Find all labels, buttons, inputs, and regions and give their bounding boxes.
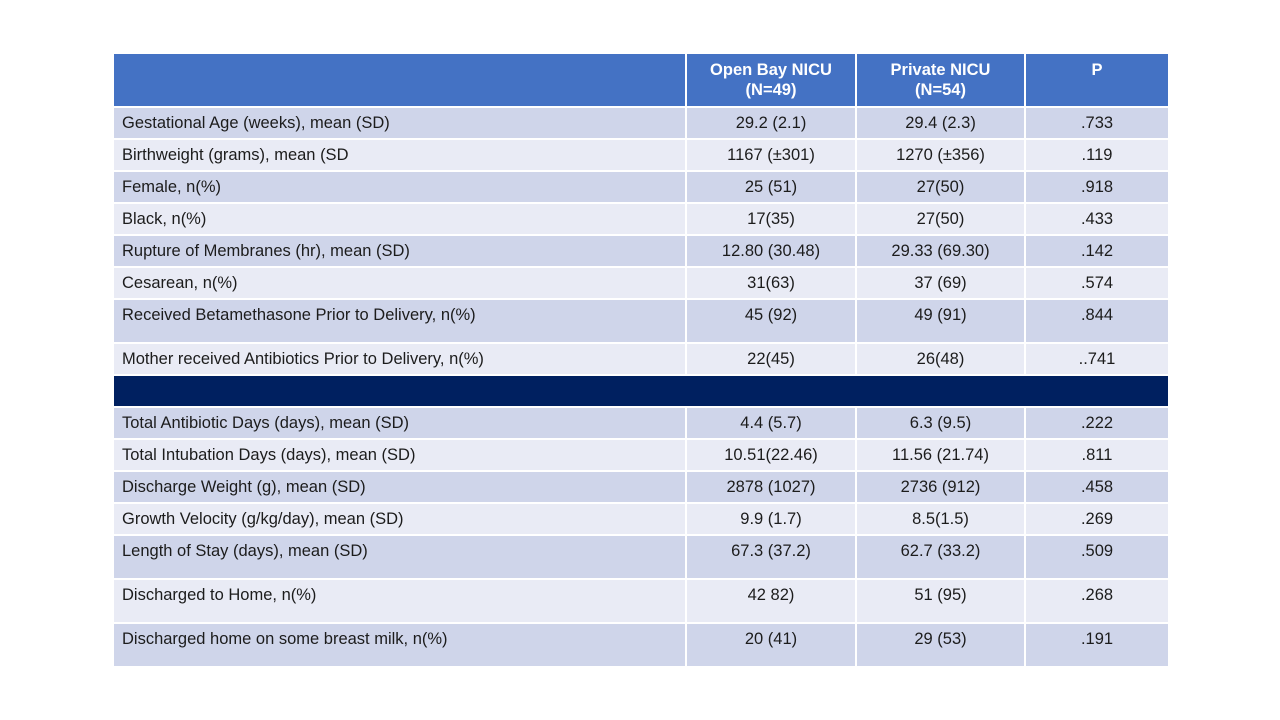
p-value: .811 — [1025, 439, 1169, 471]
header-private-n: (N=54) — [915, 81, 966, 99]
private-value: 29.4 (2.3) — [856, 107, 1025, 139]
table-row — [113, 171, 1169, 203]
open-bay-value: 45 (92) — [686, 299, 856, 343]
private-value: 11.56 (21.74) — [856, 439, 1025, 471]
table-row — [113, 623, 1169, 667]
p-value: .509 — [1025, 535, 1169, 579]
open-bay-value: 17(35) — [686, 203, 856, 235]
p-value: .119 — [1025, 139, 1169, 171]
p-value: .142 — [1025, 235, 1169, 267]
private-value: 26(48) — [856, 343, 1025, 375]
private-value: 37 (69) — [856, 267, 1025, 299]
table-row — [113, 439, 1169, 471]
table-row — [113, 235, 1169, 267]
open-bay-value: 9.9 (1.7) — [686, 503, 856, 535]
p-value: ..741 — [1025, 343, 1169, 375]
row-label: Female, n(%) — [113, 171, 686, 203]
p-value: .844 — [1025, 299, 1169, 343]
open-bay-value: 22(45) — [686, 343, 856, 375]
p-value: .458 — [1025, 471, 1169, 503]
table-row — [113, 407, 1169, 439]
row-label: Discharge Weight (g), mean (SD) — [113, 471, 686, 503]
p-value: .268 — [1025, 579, 1169, 623]
open-bay-value: 25 (51) — [686, 171, 856, 203]
table-row — [113, 503, 1169, 535]
header-private — [856, 53, 1025, 107]
table-row — [113, 299, 1169, 343]
header-private-title: Private NICU — [890, 61, 991, 79]
row-label: Birthweight (grams), mean (SD — [113, 139, 686, 171]
row-label: Total Antibiotic Days (days), mean (SD) — [113, 407, 686, 439]
p-value: .574 — [1025, 267, 1169, 299]
open-bay-value: 29.2 (2.1) — [686, 107, 856, 139]
row-label: Length of Stay (days), mean (SD) — [113, 535, 686, 579]
open-bay-value: 42 82) — [686, 579, 856, 623]
header-label-cell — [113, 53, 686, 107]
private-value: 1270 (±356) — [856, 139, 1025, 171]
row-label: Rupture of Membranes (hr), mean (SD) — [113, 235, 686, 267]
header-p-value: P — [1025, 53, 1169, 107]
row-label: Discharged home on some breast milk, n(%) — [113, 623, 686, 667]
open-bay-value: 10.51(22.46) — [686, 439, 856, 471]
table-row — [113, 471, 1169, 503]
private-value: 8.5(1.5) — [856, 503, 1025, 535]
private-value: 2736 (912) — [856, 471, 1025, 503]
header-open-bay-title: Open Bay NICU — [710, 61, 832, 79]
private-value: 6.3 (9.5) — [856, 407, 1025, 439]
table-header-row — [113, 53, 1169, 107]
table-row — [113, 107, 1169, 139]
table-row — [113, 535, 1169, 579]
p-value: .191 — [1025, 623, 1169, 667]
table-row — [113, 267, 1169, 299]
private-value: 49 (91) — [856, 299, 1025, 343]
row-label: Black, n(%) — [113, 203, 686, 235]
table-row — [113, 139, 1169, 171]
table-row — [113, 203, 1169, 235]
private-value: 27(50) — [856, 171, 1025, 203]
open-bay-value: 31(63) — [686, 267, 856, 299]
private-value: 29.33 (69.30) — [856, 235, 1025, 267]
open-bay-value: 1167 (±301) — [686, 139, 856, 171]
p-value: .918 — [1025, 171, 1169, 203]
section-divider-bar — [113, 375, 1169, 407]
row-label: Received Betamethasone Prior to Delivery, n(%) — [113, 299, 686, 343]
open-bay-value: 20 (41) — [686, 623, 856, 667]
row-label: Gestational Age (weeks), mean (SD) — [113, 107, 686, 139]
p-value: .433 — [1025, 203, 1169, 235]
private-value: 29 (53) — [856, 623, 1025, 667]
section-divider — [113, 375, 1169, 407]
private-value: 51 (95) — [856, 579, 1025, 623]
header-open-bay — [686, 53, 856, 107]
row-label: Total Intubation Days (days), mean (SD) — [113, 439, 686, 471]
p-value: .269 — [1025, 503, 1169, 535]
private-value: 27(50) — [856, 203, 1025, 235]
row-label: Mother received Antibiotics Prior to Delivery, n(%) — [113, 343, 686, 375]
p-value: .222 — [1025, 407, 1169, 439]
row-label: Cesarean, n(%) — [113, 267, 686, 299]
p-value: .733 — [1025, 107, 1169, 139]
row-label: Discharged to Home, n(%) — [113, 579, 686, 623]
table-row — [113, 579, 1169, 623]
header-open-bay-n: (N=49) — [745, 81, 797, 99]
private-value: 62.7 (33.2) — [856, 535, 1025, 579]
row-label: Growth Velocity (g/kg/day), mean (SD) — [113, 503, 686, 535]
open-bay-value: 12.80 (30.48) — [686, 235, 856, 267]
open-bay-value: 4.4 (5.7) — [686, 407, 856, 439]
open-bay-value: 2878 (1027) — [686, 471, 856, 503]
open-bay-value: 67.3 (37.2) — [686, 535, 856, 579]
table-row — [113, 343, 1169, 375]
comparison-table — [112, 52, 1170, 668]
